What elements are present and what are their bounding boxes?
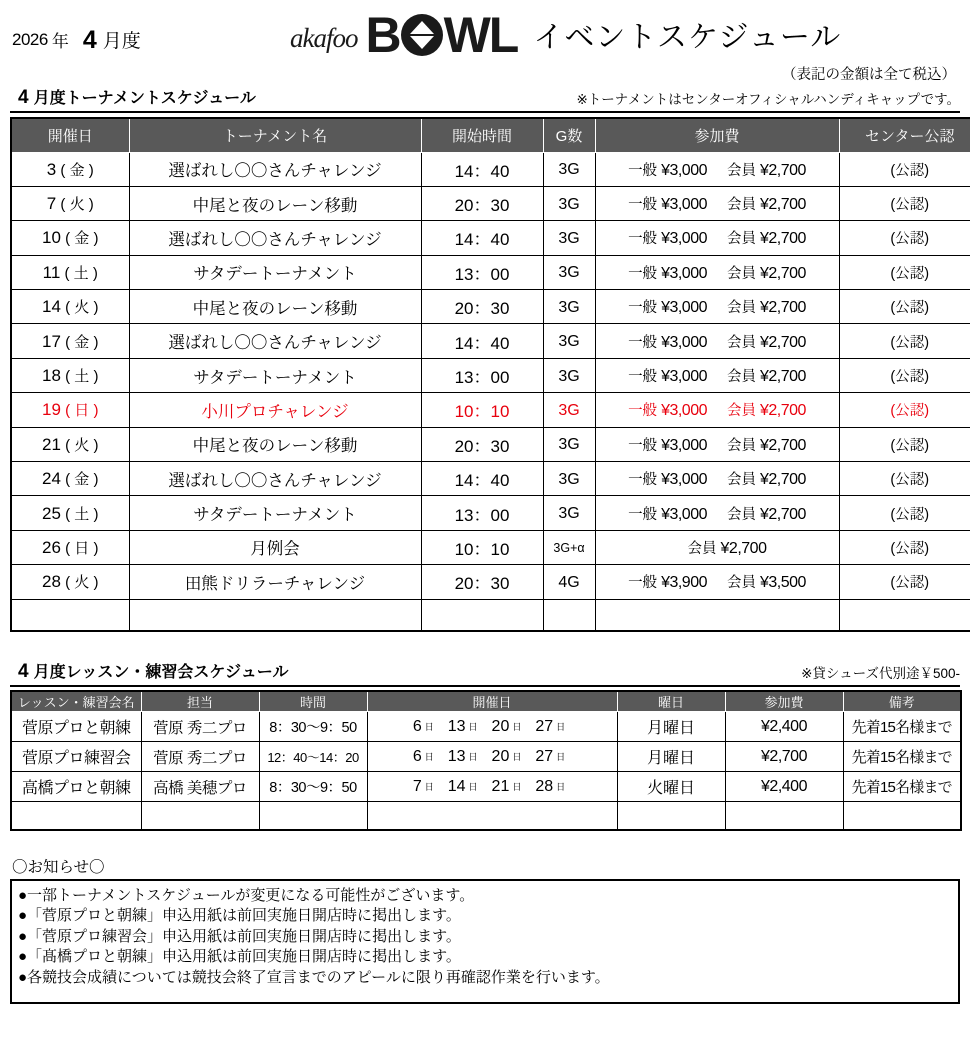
lesson-heading-text: 月度レッスン・練習会スケジュール xyxy=(33,664,289,682)
table-row xyxy=(11,358,970,392)
cell-fee: 一般 ¥3,000 会員 ¥2,700 xyxy=(595,152,839,186)
cell-fee: 一般 ¥3,000 会員 ¥2,700 xyxy=(595,186,839,220)
cell-empty xyxy=(129,599,421,631)
notice-item: ●「菅原プロと朝練」申込用紙は前回実施日開店時に掲出します。 xyxy=(18,907,461,925)
shoe-rental-note: ※貸シューズ代別途￥500- xyxy=(801,666,960,682)
cell-certification: (公認) xyxy=(839,255,970,289)
cell-start-time: 13：00 xyxy=(421,255,543,289)
cell-remarks: 先着15名様まで xyxy=(843,712,961,742)
lesson-table-body xyxy=(11,712,961,830)
cell-fee: 一般 ¥3,000 会員 ¥2,700 xyxy=(595,324,839,358)
tournament-table-header-row xyxy=(11,118,970,152)
cell-games: 4G xyxy=(543,565,595,599)
cell-start-time: 14：40 xyxy=(421,152,543,186)
cell-date: 26 ( 日 ) xyxy=(11,530,129,564)
notice-item: ●「髙橋プロと朝練」申込用紙は前回実施日開店時に掲出します。 xyxy=(18,948,461,966)
table-row xyxy=(11,462,970,496)
cell-games: 3G xyxy=(543,221,595,255)
tournament-schedule-table xyxy=(10,117,970,632)
cell-lesson-fee: ¥2,400 xyxy=(725,772,843,802)
cell-remarks: 先着15名様まで xyxy=(843,742,961,772)
col-header-staff: 担当 xyxy=(141,691,259,712)
cell-tournament-name: 選ばれし〇〇さんチャレンジ xyxy=(129,221,421,255)
cell-fee: 一般 ¥3,900 会員 ¥3,500 xyxy=(595,565,839,599)
table-row xyxy=(11,324,970,358)
cell-start-time: 13：00 xyxy=(421,496,543,530)
cell-fee: 一般 ¥3,000 会員 ¥2,700 xyxy=(595,358,839,392)
col-header-lesson-time: 時間 xyxy=(259,691,367,712)
cell-games: 3G xyxy=(543,393,595,427)
table-row xyxy=(11,565,970,599)
notices-title: 〇お知らせ〇 xyxy=(12,858,105,876)
cell-tournament-name: 選ばれし〇〇さんチャレンジ xyxy=(129,152,421,186)
cell-date: 28 ( 火 ) xyxy=(11,565,129,599)
lesson-table-header-row xyxy=(11,691,961,712)
cell-certification: (公認) xyxy=(839,496,970,530)
cell-games: 3G xyxy=(543,324,595,358)
month-kanji: 月度 xyxy=(102,31,141,52)
cell-empty xyxy=(543,599,595,631)
cell-tournament-name: 月例会 xyxy=(129,530,421,564)
cell-tournament-name: 中尾と夜のレーン移動 xyxy=(129,427,421,461)
cell-empty xyxy=(367,802,617,830)
notices-section xyxy=(10,855,960,1005)
cell-date: 3 ( 金 ) xyxy=(11,152,129,186)
cell-staff: 高橋 美穂プロ xyxy=(141,772,259,802)
cell-lesson-dates: 6 日 13 日 20 日 27 日 xyxy=(367,712,617,742)
cell-certification: (公認) xyxy=(839,565,970,599)
table-row xyxy=(11,712,961,742)
cell-lesson-name: 菅原プロと朝練 xyxy=(11,712,141,742)
cell-lesson-fee: ¥2,700 xyxy=(725,742,843,772)
cell-certification: (公認) xyxy=(839,290,970,324)
cell-games: 3G xyxy=(543,427,595,461)
table-row xyxy=(11,186,970,220)
cell-empty xyxy=(11,802,141,830)
table-row xyxy=(11,772,961,802)
col-header-lesson-fee: 参加費 xyxy=(725,691,843,712)
cell-tournament-name: 中尾と夜のレーン移動 xyxy=(129,186,421,220)
cell-certification: (公認) xyxy=(839,152,970,186)
cell-fee: 一般 ¥3,000 会員 ¥2,700 xyxy=(595,290,839,324)
cell-start-time: 14：40 xyxy=(421,462,543,496)
cell-games: 3G+α xyxy=(543,530,595,564)
cell-fee: 一般 ¥3,000 会員 ¥2,700 xyxy=(595,496,839,530)
cell-tournament-name: 田熊ドリラーチャレンジ xyxy=(129,565,421,599)
cell-staff: 菅原 秀二プロ xyxy=(141,712,259,742)
logo-bowl-text xyxy=(365,7,518,63)
cell-dayofweek: 月曜日 xyxy=(617,742,725,772)
cell-certification: (公認) xyxy=(839,221,970,255)
tournament-section-heading xyxy=(10,88,960,113)
tournament-heading-label xyxy=(18,85,256,109)
cell-fee: 一般 ¥3,000 会員 ¥2,700 xyxy=(595,221,839,255)
logo-akafoo-text: akafoo xyxy=(290,23,358,53)
cell-empty xyxy=(725,802,843,830)
cell-date: 18 ( 土 ) xyxy=(11,358,129,392)
cell-lesson-dates: 7 日 14 日 21 日 28 日 xyxy=(367,772,617,802)
notice-item: ●「菅原プロ練習会」申込用紙は前回実施日開店時に掲出します。 xyxy=(18,927,461,945)
year-kanji: 年 xyxy=(51,32,69,51)
lesson-section-heading xyxy=(10,662,960,687)
col-header-lesson-dates: 開催日 xyxy=(367,691,617,712)
tournament-handicap-note: ※トーナメントはセンターオフィシャルハンディキャップです。 xyxy=(576,92,960,107)
cell-lesson-fee: ¥2,400 xyxy=(725,712,843,742)
year-number: 2026 xyxy=(12,30,48,49)
logo-letter-b: B xyxy=(365,7,400,63)
tax-note: （表記の金額は全て税込） xyxy=(782,67,956,83)
cell-date: 14 ( 火 ) xyxy=(11,290,129,324)
table-row xyxy=(11,496,970,530)
col-header-time: 開始時間 xyxy=(421,118,543,152)
tournament-table-body xyxy=(11,152,970,631)
cell-empty xyxy=(617,802,725,830)
notice-item: ●一部トーナメントスケジュールが変更になる可能性がございます。 xyxy=(18,886,475,904)
table-row xyxy=(11,255,970,289)
cell-empty xyxy=(839,599,970,631)
brand-logo xyxy=(290,7,842,63)
lesson-heading-month: 4 xyxy=(18,661,29,683)
cell-games: 3G xyxy=(543,462,595,496)
cell-start-time: 20：30 xyxy=(421,290,543,324)
lesson-schedule-table xyxy=(10,690,962,831)
cell-start-time: 20：30 xyxy=(421,427,543,461)
table-row xyxy=(11,152,970,186)
table-row xyxy=(11,530,970,564)
table-row xyxy=(11,221,970,255)
cell-date: 21 ( 火 ) xyxy=(11,427,129,461)
cell-tournament-name: サタデートーナメント xyxy=(129,358,421,392)
cell-games: 3G xyxy=(543,358,595,392)
cell-tournament-name: サタデートーナメント xyxy=(129,496,421,530)
year-month-label xyxy=(12,26,141,55)
cell-start-time: 10：10 xyxy=(421,530,543,564)
col-header-remarks: 備考 xyxy=(843,691,961,712)
cell-fee: 一般 ¥3,000 会員 ¥2,700 xyxy=(595,255,839,289)
cell-dayofweek: 月曜日 xyxy=(617,712,725,742)
cell-tournament-name: 選ばれし〇〇さんチャレンジ xyxy=(129,462,421,496)
tournament-heading-month: 4 xyxy=(18,87,29,108)
cell-date: 17 ( 金 ) xyxy=(11,324,129,358)
cell-fee: 会員 ¥2,700 xyxy=(595,530,839,564)
notice-item: ●各競技会成績については競技会終了宣言までのアピールに限り再確認作業を行います。 xyxy=(18,968,610,986)
cell-games: 3G xyxy=(543,290,595,324)
table-row xyxy=(11,393,970,427)
cell-empty xyxy=(595,599,839,631)
table-row xyxy=(11,742,961,772)
cell-date: 7 ( 火 ) xyxy=(11,186,129,220)
cell-remarks: 先着15名様まで xyxy=(843,772,961,802)
cell-date: 24 ( 金 ) xyxy=(11,462,129,496)
cell-lesson-name: 高橋プロと朝練 xyxy=(11,772,141,802)
cell-empty xyxy=(843,802,961,830)
cell-games: 3G xyxy=(543,152,595,186)
cell-tournament-name: 中尾と夜のレーン移動 xyxy=(129,290,421,324)
cell-empty xyxy=(259,802,367,830)
col-header-cert: センター公認 xyxy=(839,118,970,152)
cell-tournament-name: 選ばれし〇〇さんチャレンジ xyxy=(129,324,421,358)
table-row-blank xyxy=(11,599,970,631)
col-header-dayofweek: 曜日 xyxy=(617,691,725,712)
cell-lesson-dates: 6 日 13 日 20 日 27 日 xyxy=(367,742,617,772)
cell-games: 3G xyxy=(543,255,595,289)
cell-lesson-time: 8：30～9：50 xyxy=(259,712,367,742)
cell-date: 11 ( 土 ) xyxy=(11,255,129,289)
cell-start-time: 10：10 xyxy=(421,393,543,427)
cell-certification: (公認) xyxy=(839,393,970,427)
cell-tournament-name: サタデートーナメント xyxy=(129,255,421,289)
cell-empty xyxy=(11,599,129,631)
cell-start-time: 14：40 xyxy=(421,324,543,358)
cell-date: 10 ( 金 ) xyxy=(11,221,129,255)
tournament-heading-text: 月度トーナメントスケジュール xyxy=(33,90,256,107)
cell-start-time: 13：00 xyxy=(421,358,543,392)
notices-box xyxy=(10,879,960,1005)
month-number: 4 xyxy=(82,26,97,54)
cell-certification: (公認) xyxy=(839,358,970,392)
col-header-lesson-name: レッスン・練習会名 xyxy=(11,691,141,712)
cell-start-time: 20：30 xyxy=(421,565,543,599)
cell-tournament-name: 小川プロチャレンジ xyxy=(129,393,421,427)
cell-fee: 一般 ¥3,000 会員 ¥2,700 xyxy=(595,393,839,427)
cell-games: 3G xyxy=(543,496,595,530)
cell-date: 19 ( 日 ) xyxy=(11,393,129,427)
lesson-heading-label xyxy=(18,659,288,683)
cell-lesson-time: 12：40～14：20 xyxy=(259,742,367,772)
cell-games: 3G xyxy=(543,186,595,220)
cell-start-time: 14：40 xyxy=(421,221,543,255)
cell-dayofweek: 火曜日 xyxy=(617,772,725,802)
logo-letters-wl: WL xyxy=(443,7,518,63)
bowling-pin-circle-icon xyxy=(401,14,443,56)
cell-lesson-name: 菅原プロ練習会 xyxy=(11,742,141,772)
cell-certification: (公認) xyxy=(839,427,970,461)
page-title: イベントスケジュール xyxy=(533,21,842,54)
table-row xyxy=(11,290,970,324)
cell-empty xyxy=(421,599,543,631)
cell-fee: 一般 ¥3,000 会員 ¥2,700 xyxy=(595,462,839,496)
table-row-blank xyxy=(11,802,961,830)
cell-certification: (公認) xyxy=(839,186,970,220)
cell-start-time: 20：30 xyxy=(421,186,543,220)
cell-lesson-time: 8：30～9：50 xyxy=(259,772,367,802)
table-row xyxy=(11,427,970,461)
cell-staff: 菅原 秀二プロ xyxy=(141,742,259,772)
cell-date: 25 ( 土 ) xyxy=(11,496,129,530)
col-header-name: トーナメント名 xyxy=(129,118,421,152)
page-header xyxy=(0,0,970,88)
cell-certification: (公認) xyxy=(839,530,970,564)
cell-certification: (公認) xyxy=(839,324,970,358)
col-header-date: 開催日 xyxy=(11,118,129,152)
cell-certification: (公認) xyxy=(839,462,970,496)
cell-fee: 一般 ¥3,000 会員 ¥2,700 xyxy=(595,427,839,461)
col-header-games: G数 xyxy=(543,118,595,152)
cell-empty xyxy=(141,802,259,830)
col-header-fee: 参加費 xyxy=(595,118,839,152)
